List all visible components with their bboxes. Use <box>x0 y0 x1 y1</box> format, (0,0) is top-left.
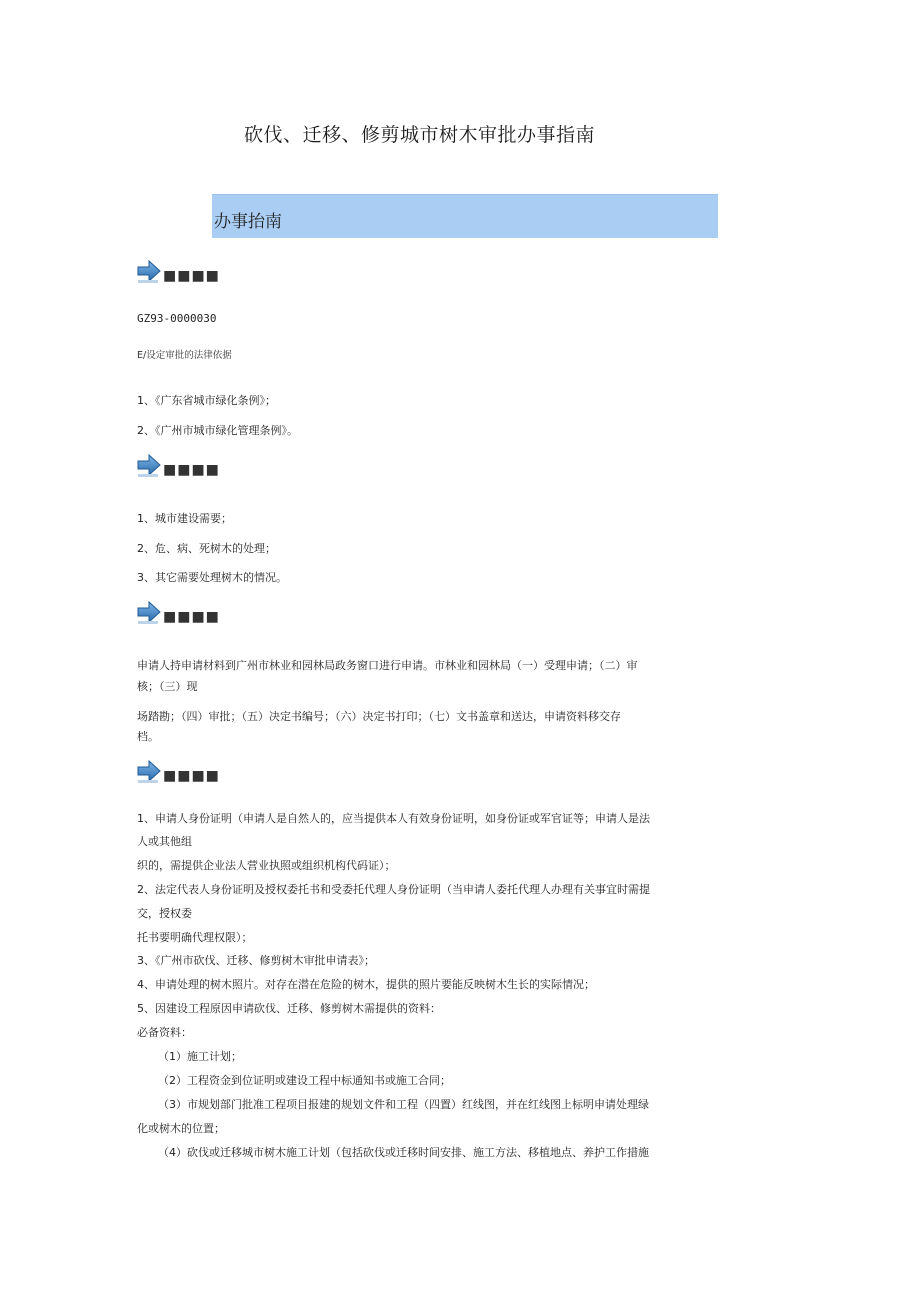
procedure-text: 场踏勘；（四）审批；（五）决定书编号；（六）决定书打印；（七）文书盖章和送达，申请资料移交存 <box>137 710 621 723</box>
material-subitem: 化或树木的位置； <box>137 1122 225 1135</box>
section-heading-label: ■■■■ <box>163 768 220 784</box>
arrow-right-icon <box>136 599 162 627</box>
procedure-text: 档。 <box>137 730 159 743</box>
section-heading-label: ■■■■ <box>163 268 220 284</box>
condition-item: 3、其它需要处理树木的情况。 <box>137 571 287 584</box>
condition-item: 1、城市建设需要； <box>137 512 232 525</box>
legal-basis-label: E/设定审批的法律依据 <box>137 350 232 361</box>
material-item: 必备资料： <box>137 1026 192 1039</box>
section-heading-label: ■■■■ <box>163 609 220 625</box>
material-subitem: （1）施工计划； <box>158 1050 242 1063</box>
material-subitem: （2）工程资金到位证明或建设工程中标通知书或施工合同； <box>158 1074 451 1087</box>
material-subitem: （3）市规划部门批准工程项目报建的规划文件和工程（四置）红线图，并在红线图上标明申请处理绿 <box>158 1098 649 1111</box>
legal-basis-item: 2、《广州市城市绿化管理条例》。 <box>137 424 298 437</box>
arrow-right-icon <box>136 452 162 480</box>
material-item: 交，授权委 <box>137 907 192 920</box>
material-item: 织的，需提供企业法人营业执照或组织机构代码证）； <box>137 859 396 872</box>
guide-banner <box>212 194 718 238</box>
section-heading-label: ■■■■ <box>163 462 220 478</box>
material-item: 托书要明确代理权限）； <box>137 931 253 944</box>
material-item: 5、因建设工程原因申请砍伐、迁移、修剪树木需提供的资料： <box>137 1002 441 1015</box>
material-item: 4、申请处理的树木照片。对存在潜在危险的树木，提供的照片要能反映树木生长的实际情况； <box>137 978 595 991</box>
material-subitem: （4）砍伐或迁移城市树木施工计划（包括砍伐或迁移时间安排、施工方法、移植地点、养护工作措施 <box>158 1146 649 1159</box>
arrow-right-icon <box>136 258 162 286</box>
legal-basis-item: 1、《广东省城市绿化条例》； <box>137 394 276 407</box>
material-item: 人或其他组 <box>137 835 192 848</box>
banner-label: 办事抬南 <box>214 212 282 232</box>
arrow-right-icon <box>136 758 162 786</box>
material-item: 2、法定代表人身份证明及授权委托书和受委托代理人身份证明（当申请人委托代理人办理有关事宜时需提 <box>137 883 650 896</box>
procedure-text: 申请人持申请材料到广州市林业和园林局政务窗口进行申请。市林业和园林局（一）受理申请；（二）审 <box>137 659 638 672</box>
item-code: GZ93-0000030 <box>137 312 217 325</box>
material-item: 3、《广州市砍伐、迁移、修剪树木审批申请表》； <box>137 954 375 967</box>
material-item: 1、申请人身份证明（申请人是自然人的，应当提供本人有效身份证明，如身份证或军官证等；申请人是法 <box>137 812 650 825</box>
procedure-text: 核；（三）现 <box>137 680 198 693</box>
page-title: 砍伐、迁移、修剪城市树木审批办事指南 <box>244 124 596 146</box>
condition-item: 2、危、病、死树木的处理； <box>137 542 276 555</box>
